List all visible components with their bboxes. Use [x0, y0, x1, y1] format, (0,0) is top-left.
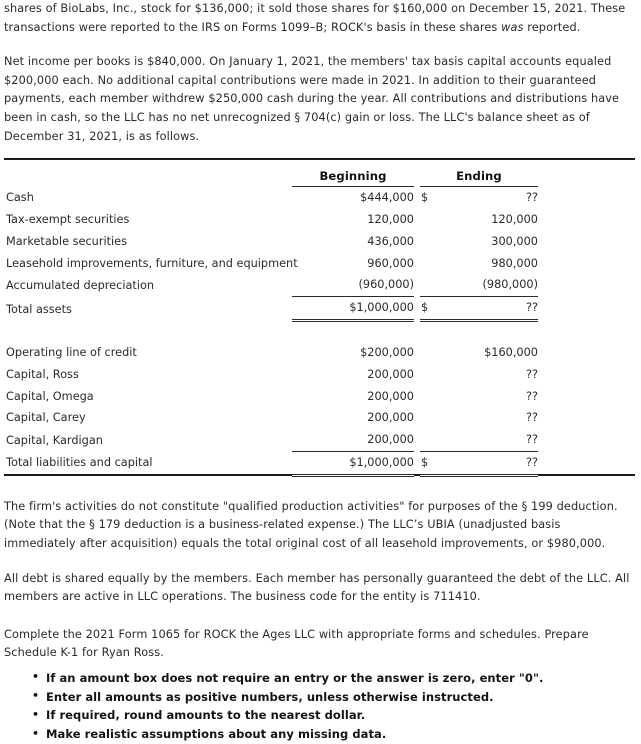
row-ending: ?? — [526, 367, 538, 381]
row-label: Capital, Omega — [6, 389, 94, 403]
spacer — [4, 554, 635, 570]
row-beginning: 436,000 — [367, 234, 414, 248]
row-ending-currency — [420, 342, 436, 364]
list-item: • If an amount box does not require an entry or the answer is zero, enter "0". — [46, 669, 635, 688]
table-row — [4, 231, 635, 253]
row-ending-currency — [420, 364, 436, 386]
row-ending-currency — [420, 231, 436, 253]
row-ending-currency — [420, 253, 436, 275]
row-beginning: $1,000,000 — [292, 451, 414, 475]
row-tail — [538, 429, 635, 451]
row-tail — [538, 364, 635, 386]
table-row — [4, 209, 635, 231]
row-label: Leasehold improvements, furniture, and equipment — [6, 256, 298, 270]
row-ending: ?? — [436, 297, 538, 321]
row-ending: 120,000 — [491, 212, 538, 226]
table-row — [4, 253, 635, 275]
row-ending: ?? — [436, 429, 538, 451]
paragraph-net-income: Net income per books is $840,000. On January 1, 2021, the members' tax basis capital accounts equaled $200,000 each. No additional capital contributions were made in 2021. In addition to their guaranteed payments, each member withdrew $250,000 cash during the year. All contributions and distributions have been in cash, so the LLC has no net unrecognized § 704(c) gain or loss. The LLC's balance sheet as of December 31, 2021, is as follows. — [4, 55, 620, 143]
paragraph-intro-tail: reported. — [523, 20, 581, 34]
row-tail — [538, 209, 635, 231]
row-ending: ?? — [436, 451, 538, 475]
table-row — [4, 364, 635, 386]
row-tail — [538, 274, 635, 296]
row-label: Capital, Ross — [6, 367, 79, 381]
row-beginning: 200,000 — [367, 389, 414, 403]
row-ending-currency: $ — [420, 297, 436, 321]
row-tail — [538, 451, 635, 475]
list-item: • If required, round amounts to the nearest dollar. — [46, 706, 635, 725]
row-ending-currency: $ — [421, 191, 429, 205]
table-row — [4, 386, 635, 408]
row-label: Operating line of credit — [6, 345, 137, 359]
list-item: • Enter all amounts as positive numbers, unless otherwise instructed. — [46, 688, 635, 707]
row-label: Cash — [6, 191, 34, 205]
row-tail — [538, 297, 635, 321]
row-ending-currency — [420, 386, 436, 408]
table-total-row — [4, 297, 635, 321]
table-top-rule — [4, 159, 635, 169]
paragraph-intro-emphasis: was — [501, 20, 524, 34]
row-beginning: 200,000 — [367, 411, 414, 425]
table-section-gap — [4, 320, 635, 342]
row-tail — [538, 253, 635, 275]
spacer — [4, 146, 635, 158]
row-ending-currency — [420, 407, 436, 429]
paragraph-task: Complete the 2021 Form 1065 for ROCK the Ages LLC with appropriate forms and schedules. Prepare Schedule K-1 for Ryan Ross. — [4, 627, 589, 660]
table-row — [4, 187, 635, 209]
row-beginning: $200,000 — [360, 345, 414, 359]
row-ending: ?? — [526, 191, 538, 205]
row-beginning: $1,000,000 — [292, 297, 414, 321]
header-blank — [4, 169, 292, 186]
table-total-row — [4, 451, 635, 475]
row-ending-currency — [420, 274, 436, 296]
paragraph-debt-sharing: All debt is shared equally by the members. Each member has personally guaranteed the debt of the LLC. All members are active in LLC operations. The business code for the entity is 711410. — [4, 571, 630, 604]
row-beginning: 960,000 — [367, 256, 414, 270]
paragraph-intro-text: shares of BioLabs, Inc., stock for $136,000; it sold those shares for $160,000 on December 15, 2021. These transactions were reported to the IRS on Forms 1099–B; ROCK's basis in these shares — [4, 2, 626, 34]
table-top-rule-cell — [4, 159, 635, 169]
row-ending: (980,000) — [436, 274, 538, 296]
header-ending: Ending — [456, 169, 502, 184]
row-label: Total liabilities and capital — [6, 456, 153, 470]
instruction-list — [4, 669, 635, 744]
row-label: Capital, Carey — [6, 411, 86, 425]
header-beginning: Beginning — [319, 169, 387, 184]
row-label: Capital, Kardigan — [6, 433, 103, 447]
table-section-gap-cell — [4, 320, 635, 342]
table-header-row — [4, 169, 635, 186]
row-tail — [538, 386, 635, 408]
row-tail — [538, 187, 635, 209]
row-beginning: (960,000) — [292, 274, 414, 296]
row-tail — [538, 407, 635, 429]
row-ending: $160,000 — [484, 345, 538, 359]
row-label: Total assets — [6, 302, 72, 316]
row-ending: 980,000 — [491, 256, 538, 270]
row-beginning: 200,000 — [292, 429, 414, 451]
row-label: Tax-exempt securities — [6, 212, 130, 226]
header-tail — [538, 169, 635, 186]
row-ending: ?? — [526, 389, 538, 403]
paragraph-qualified-activities: The firm's activities do not constitute "qualified production activities" for purposes of the § 199 deduction. (Note that the § 179 deduction is a business-related expense.) The LLC’s UBIA (unadjusted basis immediately after acquisition) equals the total original cost of all leasehold improvements, or $980,000. — [4, 499, 618, 550]
row-label: Accumulated depreciation — [6, 278, 155, 292]
table-row — [4, 429, 635, 451]
row-tail — [538, 231, 635, 253]
table-row — [4, 407, 635, 429]
paragraph-intro — [4, 0, 635, 37]
table-row — [4, 342, 635, 364]
row-ending: 300,000 — [491, 234, 538, 248]
row-beginning: 200,000 — [367, 367, 414, 381]
row-label: Marketable securities — [6, 234, 128, 248]
row-tail — [538, 342, 635, 364]
row-ending-currency: $ — [420, 451, 436, 475]
row-beginning: $444,000 — [360, 191, 414, 205]
balance-sheet-table — [4, 158, 635, 479]
list-item: • Make realistic assumptions about any missing data. — [46, 725, 635, 744]
spacer — [4, 479, 635, 498]
spacer — [4, 607, 635, 626]
table-row — [4, 274, 635, 296]
row-ending-currency — [420, 429, 436, 451]
row-ending-currency — [420, 209, 436, 231]
row-beginning: 120,000 — [367, 212, 414, 226]
spacer — [4, 37, 635, 53]
row-ending: ?? — [526, 411, 538, 425]
